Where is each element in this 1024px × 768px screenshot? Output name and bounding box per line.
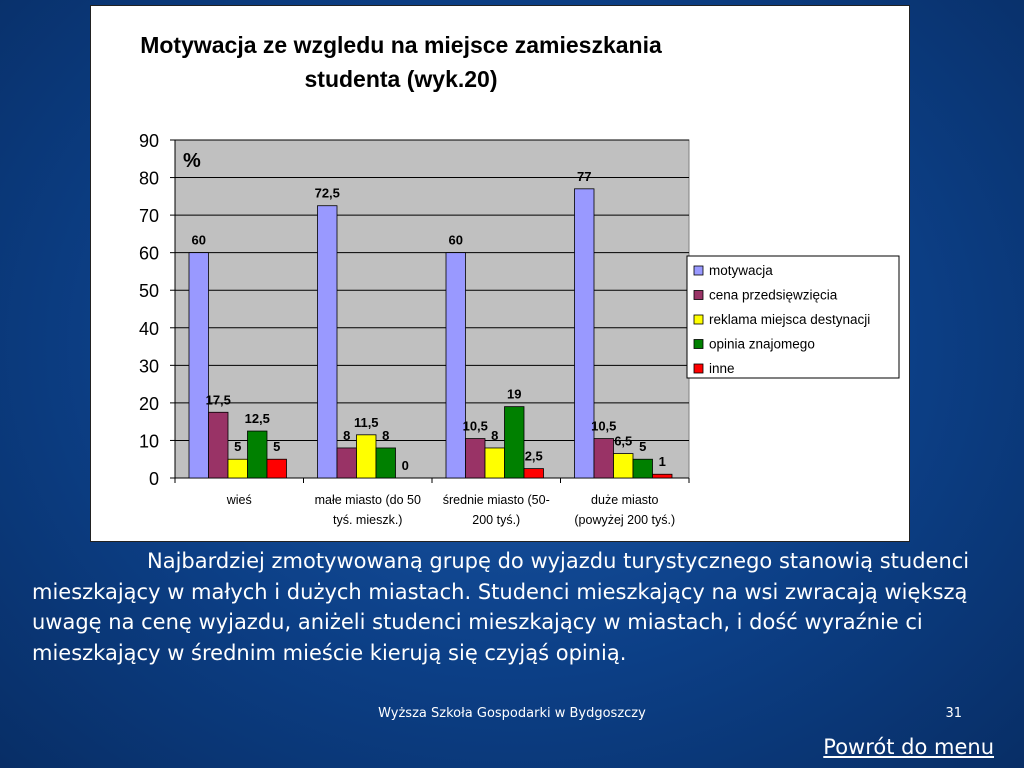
legend-swatch <box>694 340 703 349</box>
bar <box>228 459 248 478</box>
bar <box>524 469 544 478</box>
y-tick-label: 40 <box>138 318 159 339</box>
legend-swatch <box>694 291 703 300</box>
data-label: 17,5 <box>205 392 231 408</box>
data-label: 60 <box>448 232 463 248</box>
back-to-menu-link[interactable]: Powrót do menu <box>823 735 994 759</box>
bar <box>318 206 338 478</box>
bar <box>446 253 466 478</box>
bar <box>337 448 357 478</box>
legend-label: motywacja <box>709 263 773 278</box>
data-label: 8 <box>491 427 499 443</box>
legend-swatch <box>694 315 703 324</box>
legend-swatch <box>694 364 703 373</box>
bar <box>594 439 614 478</box>
category-label: tyś. mieszk.) <box>333 513 403 527</box>
bar <box>614 454 634 478</box>
data-label: 1 <box>658 454 666 470</box>
y-tick-label: 0 <box>148 469 159 489</box>
legend-label: cena przedsięwzięcia <box>709 287 838 303</box>
y-tick-label: 50 <box>138 281 159 302</box>
bar <box>575 189 595 478</box>
bar <box>248 431 268 478</box>
y-tick-label: 90 <box>138 131 159 151</box>
y-tick-label: 10 <box>138 431 159 452</box>
slide-number: 31 <box>945 706 962 721</box>
data-label: 5 <box>273 439 281 455</box>
chart-title-line-1: Motywacja ze wzgledu na miejsce zamieszkania <box>140 32 662 58</box>
data-label: 12,5 <box>244 411 270 427</box>
data-label: 10,5 <box>462 418 488 434</box>
bar <box>357 435 377 478</box>
legend-swatch <box>694 266 703 275</box>
bar <box>376 448 396 478</box>
y-tick-label: 80 <box>138 168 159 189</box>
y-tick-label: 60 <box>138 243 159 264</box>
category-label: małe miasto (do 50 <box>314 493 421 507</box>
bar-chart <box>91 6 909 541</box>
bar <box>485 448 505 478</box>
description-text: Najbardziej zmotywowaną grupę do wyjazdu turystycznego stanowią studenci mieszkający w małych i dużych miastach. Studenci mieszkający na wsi zwracają większą uwagę na cenę wyjazdu, aniżeli studenci mieszkający w miastach, i dość wyraźnie ci mieszkający w średnim mieście kierują się czyjąś opinią. <box>32 549 970 665</box>
data-label: 11,5 <box>353 414 379 430</box>
chart-panel <box>90 5 910 542</box>
category-label: wieś <box>226 493 252 507</box>
data-label: 8 <box>382 427 390 443</box>
bar <box>653 474 673 478</box>
data-label: 0 <box>401 458 409 473</box>
legend-label: opinia znajomego <box>709 336 815 352</box>
bar <box>633 459 653 478</box>
y-tick-label: 70 <box>138 206 159 227</box>
data-label: 77 <box>577 168 592 184</box>
data-label: 5 <box>639 439 647 455</box>
data-label: 2,5 <box>524 448 543 464</box>
data-label: 60 <box>191 232 206 248</box>
unit-label: % <box>183 150 201 172</box>
footer-school-name: Wyższa Szkoła Gospodarki w Bydgoszczy <box>378 706 646 721</box>
bar <box>209 412 229 478</box>
category-label: duże miasto <box>591 493 659 507</box>
category-label: średnie miasto (50- <box>442 493 550 507</box>
data-label: 6,5 <box>614 433 633 449</box>
bar <box>466 439 486 478</box>
legend-label: inne <box>709 361 735 376</box>
bar <box>189 253 209 478</box>
data-label: 72,5 <box>314 185 340 201</box>
legend-label: reklama miejsca destynacji <box>709 312 871 327</box>
data-label: 10,5 <box>591 418 617 434</box>
y-tick-label: 20 <box>138 393 159 414</box>
category-label: (powyżej 200 tyś.) <box>574 513 676 527</box>
data-label: 5 <box>234 439 242 455</box>
chart-title-line-2: studenta (wyk.20) <box>304 66 498 92</box>
y-tick-label: 30 <box>138 356 159 377</box>
data-label: 8 <box>343 427 351 443</box>
category-label: 200 tyś.) <box>472 513 521 527</box>
bar <box>267 459 287 478</box>
data-label: 19 <box>507 386 522 402</box>
bar <box>505 407 525 478</box>
